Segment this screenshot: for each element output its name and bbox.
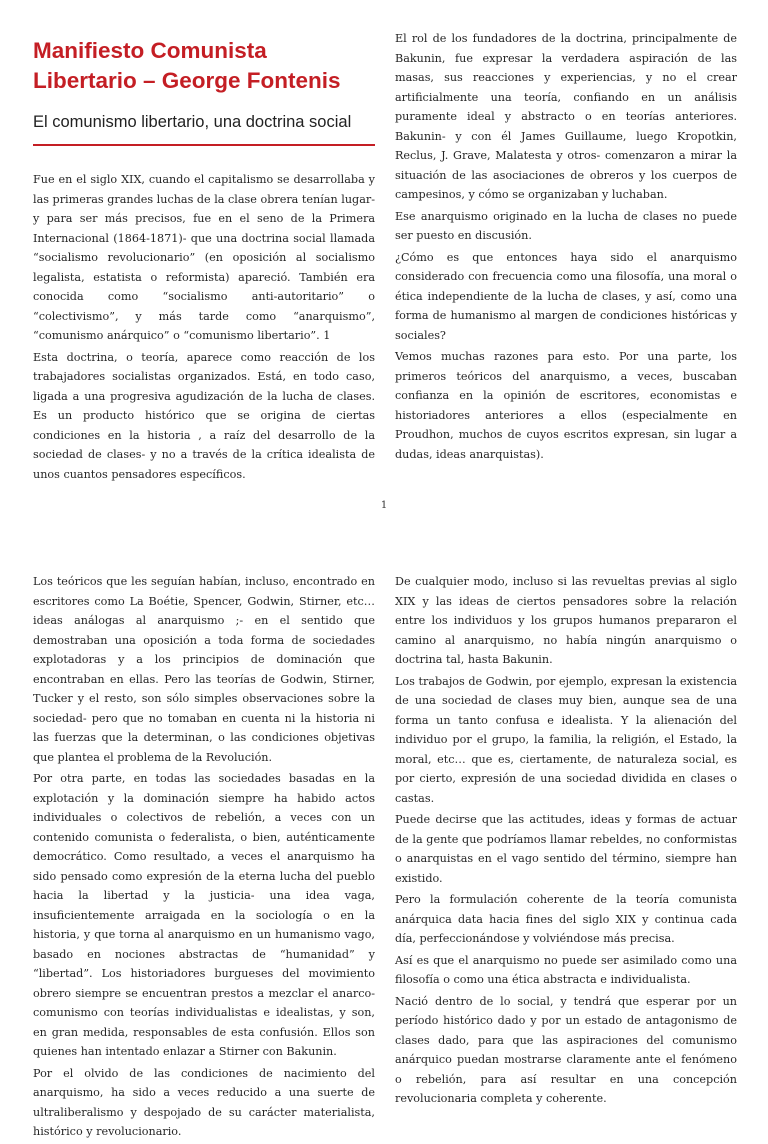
paragraph: Pero la formulación coherente de la teoría comunista anárquica data hacia fines del siglo XIX y continua cada día, perfeccionándose y volviéndose más precisa. (395, 893, 737, 945)
document-subtitle: El comunismo libertario, una doctrina social (33, 113, 352, 131)
paragraph: Esta doctrina, o teoría, aparece como reacción de los trabajadores socialistas organizados. Está, en todo caso, ligada a una progresiva agudización de la lucha de clases. Es un producto histórico que se origina de ciertas condiciones en la historia , a raíz del desarrollo de la sociedad de clases- y no a través de la crítica idealista de unos cuantos pensadores específicos. (33, 350, 375, 481)
page-number: 1 (380, 500, 388, 511)
page1-right-column (395, 29, 737, 466)
paragraph: Así es que el anarquismo no puede ser asimilado como una filosofía o como una ética abstracta e individualista. (395, 953, 737, 986)
paragraph: Por otra parte, en todas las sociedades basadas en la explotación y la dominación siempre ha habido actos individuales o colectivos de rebelión, a veces con un contenido comunista o federalista, o bien, auténticamente democrático. Como resultado, a veces el anarquismo ha sido pensado como expresión de la eterna lucha del pueblo hacia la libertad y la justicia- una idea vaga, insuficientemente arraigada en la sociología o en la historia, y que torna al anarquismo en un humanismo vago, basado en nociones abstractas de “humanidad” y “libertad”. Los historiadores burgueses del movimiento obrero siempre se encuentran prestos a mezclar el anarco-comunismo con teorías individualistas e idealistas, y son, en gran medida, responsables de esta confusión. Ellos son quienes han intentado enlazar a Stirner con Bakunin. (33, 772, 375, 1058)
title-divider (33, 144, 375, 146)
paragraph: Por el olvido de las condiciones de nacimiento del anarquismo, ha sido a veces reducido a una suerte de ultraliberalismo y despojado de su carácter materialista, histórico y revolucionario. (33, 1066, 375, 1138)
page1-left-column (33, 170, 375, 486)
paragraph: El rol de los fundadores de la doctrina, principalmente de Bakunin, fue expresar la verdadera aspiración de las masas, sus reacciones y experiencias, y no el crear artificialmente una teoría, confiando en un análisis puramente ideal y abstracto o en teorías anteriores. Bakunin- y con él James Guillaume, luego Kropotkin, Reclus, J. Grave, Malatesta y otros- comenzaron a mirar la situación de las asociaciones de obreros y los cuerpos de campesinos, y cómo se organizaban y luchaban. (395, 32, 737, 201)
document-title: Manifiesto Comunista Libertario – George Fontenis (33, 38, 341, 93)
page2-left-column (33, 572, 375, 1144)
document-page-2 (0, 522, 768, 1138)
paragraph: Nació dentro de lo social, y tendrá que esperar por un período histórico dado y por un estado de antagonismo de clases dado, para que las aspiraciones del comunismo anárquico puedan mostrarse claramente ante el fenómeno o rebelión, para así resultar en una concepción revolucionaria completa y coherente. (395, 994, 737, 1105)
paragraph: Fue en el siglo XIX, cuando el capitalismo se desarrollaba y las primeras grandes luchas de la clase obrera tenían lugar- y para ser más precisos, fue en el seno de la Primera Internacional (1864-1871)- que una doctrina social llamada “socialismo revolucionario” (en oposición al socialismo legalista, estatista o reformista) apareció. También era conocida como “socialismo anti-autoritario” o “colectivismo”, y más tarde como “anarquismo”, “comunismo anárquico” o “comunismo libertario”. 1 (33, 173, 375, 342)
paragraph: Ese anarquismo originado en la lucha de clases no puede ser puesto en discusión. (395, 209, 737, 242)
page2-right-column (395, 572, 737, 1111)
paragraph: Puede decirse que las actitudes, ideas y formas de actuar de la gente que podríamos llamar rebeldes, no conformistas o anarquistas en el vago sentido del término, siempre han existido. (395, 813, 737, 885)
paragraph: De cualquier modo, incluso si las revueltas previas al siglo XIX y las ideas de ciertos pensadores sobre la relación entre los individuos y los grupos humanos prepararon el camino al anarquismo, no había ningún anarquismo o doctrina tal, hasta Bakunin. (395, 575, 737, 666)
paragraph: ¿Cómo es que entonces haya sido el anarquismo considerado con frecuencia como una filosofía, una moral o ética independiente de la lucha de clases, y así, como una forma de humanismo al margen de condiciones históricas y sociales? (395, 250, 737, 342)
document-page-1 (0, 0, 768, 522)
paragraph: Los trabajos de Godwin, por ejemplo, expresan la existencia de una sociedad de clases muy bien, aunque sea de una forma un tanto confusa e idealista. Y la alienación del individuo por el grupo, la familia, la religión, el Estado, la moral, etc… que es, ciertamente, de naturaleza social, es por cierto, expresión de una sociedad dividida en clases o castas. (395, 674, 737, 805)
paragraph: Vemos muchas razones para esto. Por una parte, los primeros teóricos del anarquismo, a veces, buscaban confianza en la opinión de escritores, economistas e historiadores anteriores a ellos (especialmente en Proudhon, muchos de cuyos escritos expresan, sin lugar a dudas, ideas anarquistas). (395, 350, 737, 461)
paragraph: Los teóricos que les seguían habían, incluso, encontrado en escritores como La Boétie, Spencer, Godwin, Stirner, etc… ideas análogas al anarquismo ;- en el sentido que demostraban una oposición a toda forma de sociedades explotadoras y a los principios de dominación que encontraban en ellas. Pero las teorías de Godwin, Stirner, Tucker y el resto, son sólo simples observaciones sobre la sociedad- pero que no tomaban en cuenta ni la historia ni las fuerzas que la determinan, o las condiciones objetivas que plantea el problema de la Revolución. (33, 575, 375, 764)
